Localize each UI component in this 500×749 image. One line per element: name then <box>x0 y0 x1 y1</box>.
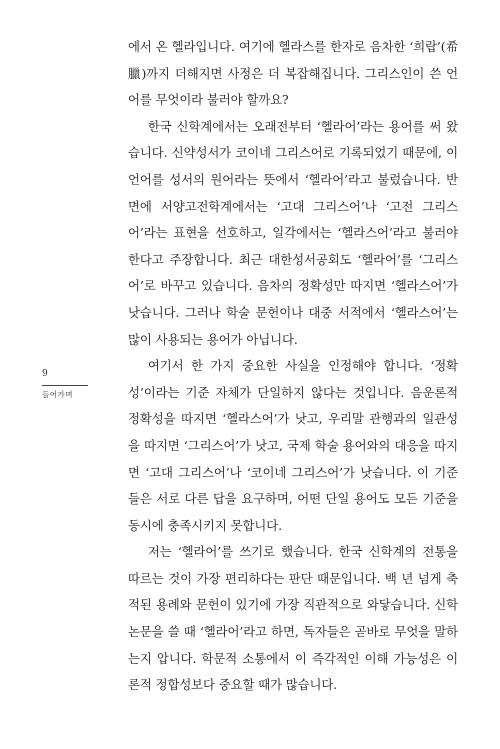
body-paragraph-continued: 에서 온 헬라입니다. 여기에 헬라스를 한자로 음차한 ‘희랍’(希臘)까지 더해지면 사정은 더 복잡해집니다. 그리스인이 쓴 언어를 무엇이라 불러야 할까요? <box>128 39 458 108</box>
running-section-label: 들어가며 <box>42 390 73 399</box>
page-marginalia <box>42 368 88 400</box>
body-text-column <box>128 34 458 699</box>
body-paragraph: 저는 ‘헬라어’를 쓰기로 했습니다. 한국 신학계의 전통을 따르는 것이 가장 편리하다는 판단 때문입니다. 백 년 넘게 축적된 용례와 문헌이 있기에 가장 직관적으로 와닿습니다. 신학 논문을 쓸 때 ‘헬라어’라고 하면, 독자들은 곧바로 무엇을 말하는지 압니다. 학문적 소통에서 이 즉각적인 이해 가능성은 이론적 정합성보다 중요할 때가 많습니다. <box>128 544 458 693</box>
body-paragraph: 여기서 한 가지 중요한 사실을 인정해야 합니다. ‘정확성’이라는 기준 자체가 단일하지 않다는 것입니다. 음운론적 정확성을 따지면 ‘헬라스어’가 낫고, 우리말 관행과의 일관성을 따지면 ‘그리스어’가 낫고, 국제 학술 용어와의 대응을 따지면 ‘고대 그리스어’나 ‘코이네 그리스어’가 낫습니다. 이 기준들은 서로 다른 답을 요구하며, 어떤 단일 용어도 모든 기준을 동시에 충족시키지 못합니다. <box>128 358 458 533</box>
page-number: 9 <box>42 369 48 379</box>
body-paragraph: 한국 신학계에서는 오래전부터 ‘헬라어’라는 용어를 써 왔습니다. 신약성서가 코이네 그리스어로 기록되었기 때문에, 이 언어를 성서의 원어라는 뜻에서 ‘헬라어’라고 불렀습니다. 반면에 서양고전학계에서는 ‘고대 그리스어’나 ‘고전 그리스어’라는 표현을 선호하고, 일각에서는 ‘헬라스어’라고 불러야 한다고 주장합니다. 최근 대한성서공회도 ‘헬라어’를 ‘그리스어’로 바꾸고 있습니다. 음차의 정확성만 따지면 ‘헬라스어’가 낫습니다. 그러나 학술 문헌이나 대중 서적에서 ‘헬라스어’는 많이 사용되는 용어가 아닙니다. <box>128 118 458 347</box>
marginalia-divider <box>42 385 88 386</box>
